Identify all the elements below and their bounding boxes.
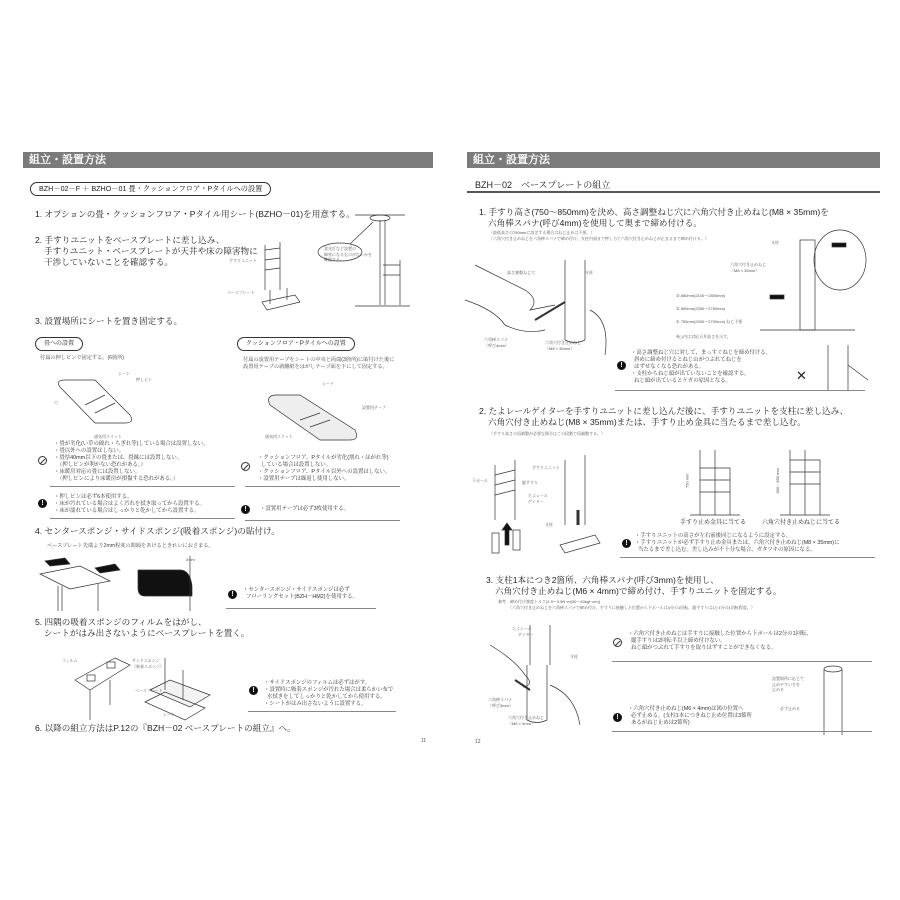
label-gator	[528, 493, 548, 504]
r-step-3	[486, 575, 782, 597]
label-tape: 設置用テープ	[362, 405, 386, 410]
tatami-prohibit	[54, 441, 209, 483]
note-line: （最低高さの750mmに設定する場合はねじ止めは不要。）	[489, 230, 595, 235]
label-line: 六角穴付き止めねじ	[545, 340, 581, 345]
note-line: ・床が濡れている場合はしっかりと乾かしてから設置する。	[54, 508, 200, 514]
step-line: 3. 支柱1本につき2箇所、六角棒スパナ(呼び3mm)を使用し、	[486, 575, 719, 585]
page-number: 12	[475, 739, 481, 745]
label-pin: 押しピン	[136, 377, 152, 382]
note-line: はずせなくなる恐れがある。	[634, 364, 705, 370]
caution-icon: !	[622, 539, 631, 548]
label-screw	[545, 340, 581, 351]
label-line: 六角穴付き止めねじ	[508, 715, 544, 720]
note-line: ・床暖房対応の畳には設置しない。	[54, 469, 141, 475]
page-number: 11	[421, 738, 427, 744]
label-line: （M8 × 35mm）	[545, 345, 575, 351]
label-line: 設置場所に応じて	[772, 676, 804, 681]
step-line: 六角穴付き止めねじ(M6 × 4mm)で締め付け、手すりユニットを固定する。	[495, 586, 782, 596]
label-adjust-hole: 高さ調整ねじ穴	[507, 270, 535, 275]
sponge-illustration	[40, 556, 210, 611]
note-line: ・シートがはみ出さないように設置する。	[264, 701, 367, 707]
subtitle-left: BZH－02－F ＋ BZHO－01 畳・クッションフロア・Pタイルへの設置	[30, 182, 271, 196]
label-sheet: シート	[118, 371, 130, 376]
note-line: ・六角穴付き止めねじは手すりに接触した位置から下ポールは2分の1回転、	[628, 631, 812, 637]
step-3: 3. 設置場所にシートを置き固定する。	[35, 316, 183, 326]
step-4-note: ベースプレート先端より2mm程度の間隔をあけるときれいにおさまる。	[47, 543, 214, 549]
caution-icon: !	[38, 499, 47, 508]
bubble-line: 障害になるものがないかを	[324, 251, 372, 257]
step-line: 六角棒スパナ(呼び4mm)を使用して奥まで締め付ける。	[488, 218, 702, 228]
section-header-right: 組立・設置方法	[467, 152, 880, 168]
dim-800-850: 800・850 mm	[774, 468, 780, 494]
bubble-note	[324, 246, 372, 263]
label-sheet: シート	[163, 712, 175, 717]
step-2-line: 手すりユニット・ベースプレートが天井や床の障害物に	[44, 246, 258, 256]
step-line: 1. 手すり高さ(750～850mm)を決め、高さ調整ねじ穴に六角穴付き止めねじ(M8 × 35mm)を	[479, 207, 829, 217]
section-header-left: 組立・設置方法	[23, 152, 433, 168]
label-film: フィルム	[62, 658, 78, 663]
label-line: ゲイター	[528, 498, 544, 504]
tatami-sheet-illustration	[55, 375, 165, 435]
tatami-text: 付属の押しピンで固定する。(6箇所)	[40, 355, 125, 361]
cushion-text	[243, 357, 394, 371]
note-line: ・サイドスポンジのフィルムは必ずはがす。	[264, 680, 371, 686]
cushion-prohibit	[258, 455, 390, 483]
caution-icon: !	[613, 713, 622, 722]
r-step-2-note: （手すり高さの再調整が必要な場合はこの段階で再調整する。）	[489, 431, 605, 436]
note-line: ・クッションフロア、Pタイルが劣化(割れ・はがれ等)	[258, 455, 389, 461]
wrong-mark-icon: ✕	[796, 368, 807, 383]
caution-icon: !	[228, 590, 237, 599]
label-side-sponge	[132, 658, 164, 669]
prohibit-icon	[613, 638, 622, 647]
label-vertical-rail: 縦手すり	[522, 480, 538, 485]
step-line: 六角穴付き止めねじ(M8 × 35mm)または、手すり止め金具に当たるまで差し込む。	[488, 417, 806, 427]
label-pole: 支柱	[570, 654, 578, 659]
note-line: 斜めに締め付けるとねじ山がつぶれてねじを	[634, 357, 742, 363]
label-lower-pole: 下ポール	[472, 478, 488, 483]
divider	[612, 731, 872, 732]
height-750: ① 750mm(2000～2700mm) ねじ不要	[676, 319, 743, 324]
prohibit-icon	[38, 456, 47, 465]
fix-screw-illustration	[485, 625, 585, 725]
label-gator	[512, 626, 534, 637]
label-sheet: シート	[322, 381, 334, 386]
bubble-line: 蛍光灯など設置の	[324, 246, 356, 251]
r-step-2	[479, 406, 848, 428]
tatami-caution	[54, 494, 205, 515]
label-line: たよレール	[512, 626, 532, 631]
step-line: 2. たよレールゲイターを手すりユニットに差し込んだ後に、手すりユニットを支柱に差し込み、	[479, 406, 849, 416]
note-line: フローリングセット(BZH－HM2)を使用する。	[246, 594, 358, 600]
divider	[226, 608, 376, 609]
height-800: ② 800mm(2050～2750mm)	[676, 306, 726, 311]
label-pole: 支柱	[585, 270, 593, 275]
subtitle-right: BZH－02 ベースプレートの組立	[475, 180, 611, 190]
label-line: サイドスポンジ	[132, 658, 160, 663]
divider	[50, 486, 235, 487]
label-hole: 穴	[54, 400, 58, 405]
label-line: （吸着スポンジ）	[132, 663, 164, 669]
step-5-line: 5. 四隅の吸着スポンジのフィルムをはがし、	[35, 617, 207, 627]
label-optional-screw	[772, 676, 804, 693]
note-line: ・畳厚40mm以下の畳または、畳縁には設置しない。	[54, 455, 183, 461]
label-slit: 通気用スリット	[265, 434, 293, 439]
r-step-1	[479, 207, 829, 229]
step-1: 1. オプションの畳・クッションフロア・Pタイル用シート(BZHO－01)を用意する。	[35, 209, 355, 219]
label-line: たよレール	[528, 493, 548, 498]
label-line: （呼び3mm）	[488, 702, 513, 708]
note-line: ・六角穴付き止めねじ(M6 × 4mm)は図の位置へ	[628, 706, 744, 712]
text-line: 設置用テープの剥離紙をはがしテープ面を下にして固定する。	[243, 364, 388, 370]
note-line: ねじ頭が出ているとケガの原因となる。	[634, 378, 731, 384]
label-base-plate: ベースプレート	[227, 290, 255, 295]
note-line: ・クッションフロア、Pタイル以外への設置はしない。	[258, 469, 391, 475]
note-line: （六角穴付き止めねじを六角棒スパナで締め付け、支柱内部まで押し当て六角穴付き止めねじが止まるまで締め付ける。）	[489, 235, 709, 241]
divider	[620, 557, 875, 558]
height-note: ※( )内は対応天井高さを示す。	[676, 334, 731, 339]
step-2-line: 2. 手すりユニットをベースプレートに差し込み、	[35, 235, 225, 245]
label-pole: 支柱	[545, 522, 553, 527]
note-line: （六角穴付き止めねじを六角棒スパナで締め付け、手すりに接触した位置から下ポールは4分の1回転、縦手すりは1と4分の1回転程度。）	[508, 604, 755, 610]
label-pole: 支柱	[771, 240, 779, 245]
cushion-title: クッションフロア・Pタイルへの設置	[237, 337, 355, 351]
caution-icon: !	[249, 686, 258, 695]
r-step-1-caution	[631, 350, 771, 385]
r-step-2-caution	[635, 533, 839, 554]
note-line: 水拭きをしてしっかりと乾かしてから使用する。	[267, 694, 386, 700]
note-line: ・畳以外への設置はしない。	[54, 448, 125, 454]
screw-position-illustration	[818, 665, 848, 735]
screw-wrong-illustration	[818, 345, 868, 390]
label-line: 止める	[772, 687, 784, 692]
note-line: ・床が汚れている場合はよく汚れを拭き取ってから設置する。	[54, 501, 205, 507]
note-line: 縦手すりは2回転半以上締め付けない。	[631, 638, 726, 644]
height-positions-illustration	[760, 230, 875, 335]
dimension-2mm: 2mm	[186, 557, 195, 562]
divider	[245, 486, 400, 487]
label-line: 六角棒スパナ	[488, 697, 512, 702]
label-handrail-unit: 手すりユニット	[532, 465, 560, 470]
label-line: 六角棒スパナ	[484, 337, 508, 342]
divider	[248, 711, 396, 712]
divider	[245, 520, 400, 521]
r-step-3-notes	[498, 599, 755, 610]
r-step-3-caution	[628, 706, 752, 727]
height-850: ③ 850mm(2100～2800mm)	[676, 293, 726, 298]
label-slit: 通気用スリット	[94, 434, 122, 439]
note-line: 参考 締め付け強度トルク(2.9～3.9N･m(30～40kgf･cm))	[498, 599, 601, 604]
caution-icon: !	[617, 361, 626, 370]
r-step-1-notes	[489, 230, 709, 241]
note-line: ・手すりユニットが必ず手すり止め金具または、六角穴付き止めねじ(M8 × 35mm)に	[635, 540, 840, 546]
note-line: ・押しピンは必ず6本使用する。	[54, 494, 133, 500]
bubble-line: 確認する。	[324, 257, 344, 262]
step-4-caution	[243, 587, 358, 601]
note-line: ・設置用テープは繰返し使用しない。	[258, 476, 350, 482]
divider	[615, 390, 865, 391]
label-screw	[730, 262, 766, 273]
note-line: ・設置時に吸着スポンジが汚れた場合は柔らかい布で	[264, 687, 394, 693]
caution-icon: !	[241, 505, 250, 514]
note-line: 当たるまで差し込む。差し込みが不十分な場合、ガタツキの原因になる。	[638, 547, 816, 553]
label-line: （呼び4mm）	[484, 342, 509, 348]
note-line: ねじ頭がつぶれて手すりを取りはずすことができなくなる。	[631, 645, 777, 651]
label-base-plate: ベースプレート	[135, 688, 163, 693]
label-line: 止めやすい方を	[772, 681, 800, 687]
step-5-caution	[264, 680, 393, 708]
cushion-caution: ・設置用テープは必ず3枚使用する。	[260, 506, 349, 512]
label-must-screw: 必ず止める	[780, 706, 800, 711]
note-line: あるがねじ止めは2箇所)	[631, 720, 690, 726]
note-line: している場合は設置しない。	[261, 462, 332, 468]
note-line: ・高さ調整ねじ穴に対して、まっすぐねじを締め付ける。	[631, 350, 772, 356]
note-line: （押しピンが利かない恐れがある。）	[57, 462, 146, 468]
label-screw	[508, 715, 544, 726]
label-line: 六角穴付き止めねじ	[730, 262, 766, 267]
note-line: （押しピンにより床暖房が損傷する恐れがある。）	[57, 476, 179, 482]
note-line: ・手すりユニットの高さが左右前後同じになるように設定する。	[635, 533, 792, 539]
label-handrail-unit: 手すりユニット	[229, 258, 257, 263]
divider	[612, 661, 872, 662]
step-2-line: 干渉していないことを確認する。	[44, 257, 173, 267]
note-line: ・支柱からねじ頭が出ていないことを確認する。	[631, 371, 750, 377]
subtitle-underline	[467, 191, 880, 193]
tatami-title: 畳への設置	[35, 337, 83, 351]
label-line: （M6 × 4mm）	[508, 720, 536, 726]
label-line: ゲイター	[518, 631, 534, 637]
note-line: ・畳が劣化(い草の破れ・ちぎれ等)している場合は設置しない。	[54, 441, 209, 447]
step-5-line: シートがはみ出さないようにベースプレートを置く。	[44, 628, 250, 638]
note-line: ・センタースポンジ・サイドスポンジは必ず	[243, 587, 350, 593]
label-wrench	[488, 697, 513, 708]
text-line: 付属の設置用テープをシートの中央と両端(3箇所)に貼付けた後に	[243, 357, 395, 363]
divider	[50, 518, 235, 519]
r-step-3-prohibit	[628, 631, 812, 652]
dim-750: 750 mm	[684, 473, 690, 488]
caption-screw: 六角穴付き止めねじに当てる	[762, 520, 841, 526]
label-line: （M8 × 35mm）	[730, 267, 760, 273]
label-wrench	[484, 337, 509, 348]
prohibit-icon	[241, 462, 250, 471]
note-line: 必ず止める。(支柱1本につきねじ止め位置は3箇所	[631, 713, 752, 719]
caption-stopper: 手すり止め金具に当てる	[680, 520, 747, 526]
step-5	[35, 617, 249, 639]
step-4: 4. センタースポンジ・サイドスポンジ(吸着スポンジ)の貼付け。	[35, 526, 280, 536]
step-6: 6. 以降の組立方法はP.12の『BZH－02 ベースプレートの組立』へ。	[35, 723, 296, 733]
